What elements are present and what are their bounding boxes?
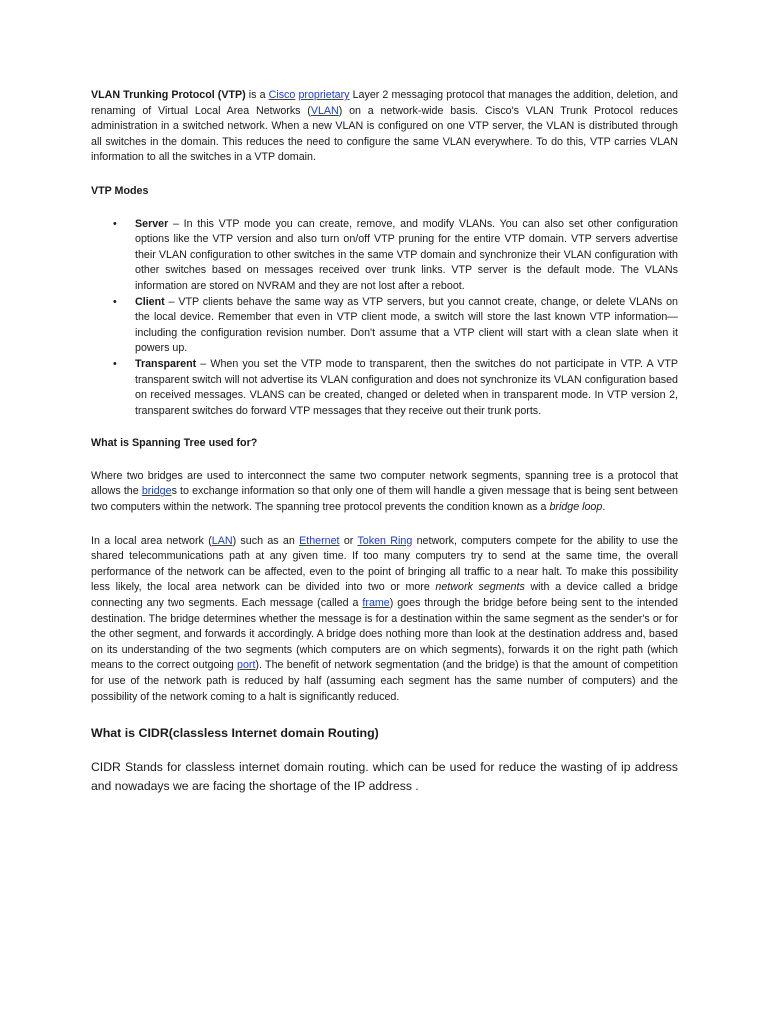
vtp-intro-paragraph: VLAN Trunking Protocol (VTP) is a Cisco proprietary Layer 2 messaging protocol that manages the addition, deletion, and renaming of Virtual Local Area Networks (VLAN) on a network-wide basis. Cisco's VLAN Trunk Protocol reduces administration in a switched network. When a new VLAN is configured on one VTP server, the VLAN is distributed through all switches in the domain. This reduces the need to configure the same VLAN everywhere. To do this, VTP carries VLAN information to all the switches in a VTP domain. [91, 89, 678, 164]
link-cisco[interactable]: Cisco [268, 89, 296, 101]
spanning-tree-paragraph-2: In a local area network (LAN) such as an Ethernet or Token Ring network, computers compete for the ability to use the shared telecommunications path at any given time. If too many computers try to send at the same time, the overall performance of the network can be affected, even to the point of bringing all traffic to a near halt. To make this possibility less likely, the local area network can be divided into two or more network segments with a device called a bridge connecting any two segments. Each message (called a frame) goes through the bridge before being sent to the intended destination. The bridge determines whether the message is for a destination within the same segment as the sender's or for the other segment, and forwards it accordingly. A bridge does nothing more than look at the destination address and, based on its understanding of the two segments (which computers are on which segments), forwards it on the right path (which means to the correct outgoing port). The benefit of network segmentation (and the bridge) is that the amount of competition for use of the network path is reduced by half (assuming each segment has the same number of computers) and the possibility of the network coming to a halt is significantly reduced. [91, 534, 679, 703]
list-item-client: • Client – VTP clients behave the same way as VTP servers, but you cannot create, change, or delete VLANs on the local device. Remember that even in VTP client mode, a switch will store the last known VTP information—including the configuration revision number. Don't assume that a VTP client will start with a clean slate when it powers up. [113, 295, 678, 355]
list-item-transparent: • Transparent – When you set the VTP mode to transparent, then the switches do not participate in VTP. A VTP transparent switch will not advertise its VLAN configuration and does not synchronize its VLAN configuration based on received messages. VLANS can be created, changed or deleted when in transparent mode. In VTP version 2, transparent switches do forward VTP messages that they receive out their trunk ports. [113, 357, 678, 417]
link-lan[interactable]: LAN [211, 534, 233, 547]
bullet-icon: • [113, 295, 117, 308]
link-bridge[interactable]: bridge [141, 485, 172, 498]
link-proprietary[interactable]: proprietary [298, 89, 350, 101]
mode-name: Server [135, 217, 169, 230]
cidr-heading: What is CIDR(classless Internet domain Routing) [91, 726, 379, 741]
vtp-term: VLAN Trunking Protocol [91, 89, 215, 101]
vtp-modes-heading: VTP Modes [91, 184, 149, 197]
vtp-abbr: VTP [221, 89, 243, 101]
link-port[interactable]: port [237, 659, 256, 672]
vtp-modes-list [91, 217, 678, 420]
cidr-paragraph: CIDR Stands for classless internet domain routing. which can be used for reduce the wasting of ip address and nowadays we are facing the shortage of the IP address . [91, 760, 678, 793]
spanning-tree-heading: What is Spanning Tree used for? [91, 437, 258, 450]
link-ethernet[interactable]: Ethernet [299, 534, 340, 547]
document-page [91, 88, 678, 795]
spanning-tree-paragraph-1: Where two bridges are used to interconnect the same two computer network segments, spanning tree is a protocol that allows the bridges to exchange information so that only one of them will handle a given message that is being sent between two computers within the network. The spanning tree protocol prevents the condition known as a bridge loop. [91, 469, 679, 514]
link-vlan[interactable]: VLAN [310, 104, 339, 117]
bullet-icon: • [113, 357, 117, 370]
list-item-server: • Server – In this VTP mode you can create, remove, and modify VLANs. You can also set other configuration options like the VTP version and also turn on/off VTP pruning for the entire VTP domain. VTP servers advertise their VLAN configuration to other switches in the same VTP domain and synchronize their VLAN configuration with other switches based on messages received over trunk links. VTP server is the default mode. The VLANs information are stored on NVRAM and they are not lost after a reboot. [113, 217, 678, 292]
link-frame[interactable]: frame [362, 597, 390, 610]
bullet-icon: • [113, 217, 117, 230]
mode-name: Transparent [135, 357, 197, 370]
link-token-ring[interactable]: Token Ring [357, 534, 413, 547]
mode-name: Client [135, 295, 165, 308]
